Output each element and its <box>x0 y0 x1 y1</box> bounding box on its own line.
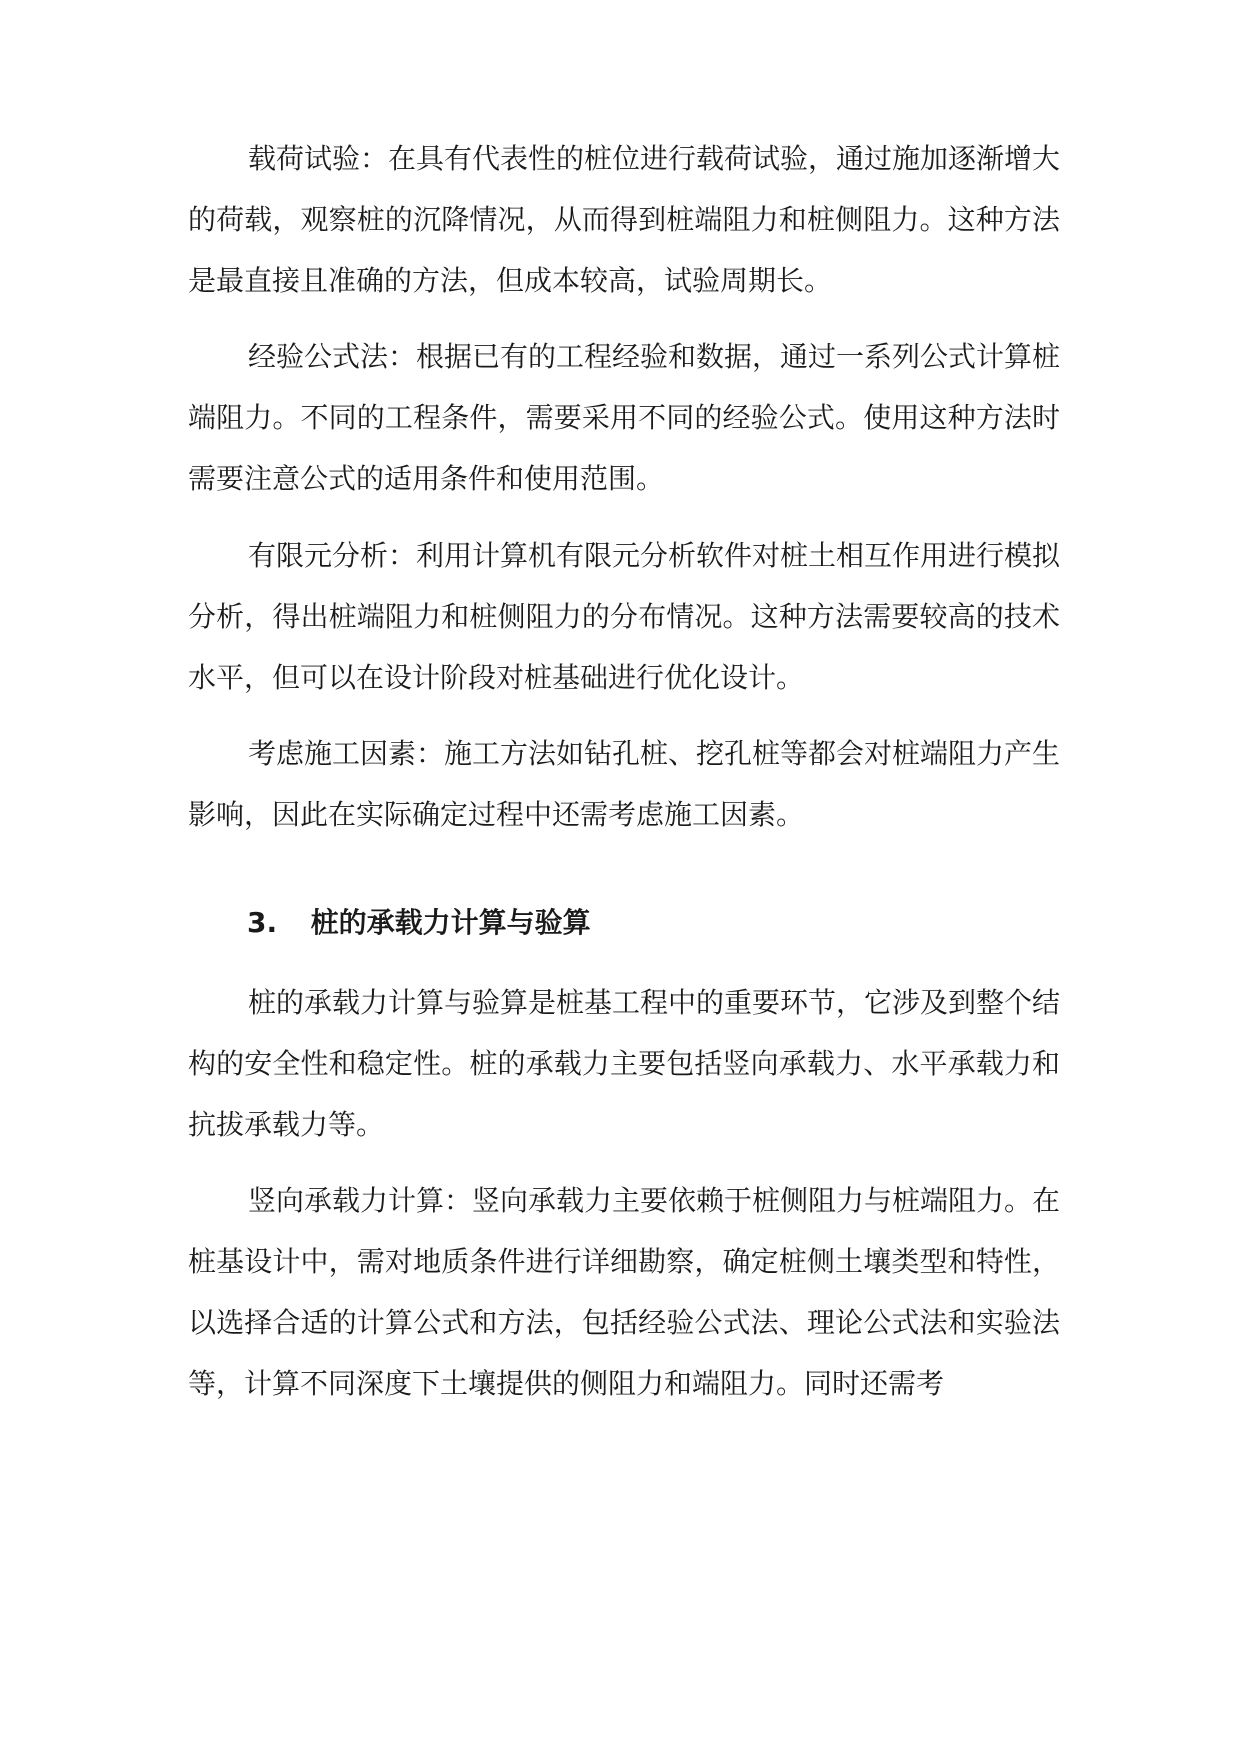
paragraph-vertical-capacity: 竖向承载力计算：竖向承载力主要依赖于桩侧阻力与桩端阻力。在桩基设计中，需对地质条件进行详细勘察，确定桩侧土壤类型和特性，以选择合适的计算公式和方法，包括经验公式法、理论公式法和实验法等，计算不同深度下土壤提供的侧阻力和端阻力。同时还需考 <box>188 1184 1060 1400</box>
section-title: 桩的承载力计算与验算 <box>310 906 591 939</box>
section-heading <box>247 903 591 943</box>
paragraph-construction-factors: 考虑施工因素：施工方法如钻孔桩、挖孔桩等都会对桩端阻力产生影响，因此在实际确定过程中还需考虑施工因素。 <box>188 737 1060 831</box>
paragraph-section3-intro: 桩的承载力计算与验算是桩基工程中的重要环节，它涉及到整个结构的安全性和稳定性。桩的承载力主要包括竖向承载力、水平承载力和抗拔承载力等。 <box>188 986 1060 1141</box>
paragraph-load-test: 载荷试验：在具有代表性的桩位进行载荷试验，通过施加逐渐增大的荷载，观察桩的沉降情况，从而得到桩端阻力和桩侧阻力。这种方法是最直接且准确的方法，但成本较高，试验周期长。 <box>188 142 1060 297</box>
section-number: 3. <box>247 906 278 939</box>
paragraph-fem-analysis: 有限元分析：利用计算机有限元分析软件对桩土相互作用进行模拟分析，得出桩端阻力和桩侧阻力的分布情况。这种方法需要较高的技术水平，但可以在设计阶段对桩基础进行优化设计。 <box>188 539 1060 694</box>
paragraph-empirical-formula: 经验公式法：根据已有的工程经验和数据，通过一系列公式计算桩端阻力。不同的工程条件，需要采用不同的经验公式。使用这种方法时需要注意公式的适用条件和使用范围。 <box>188 340 1060 495</box>
